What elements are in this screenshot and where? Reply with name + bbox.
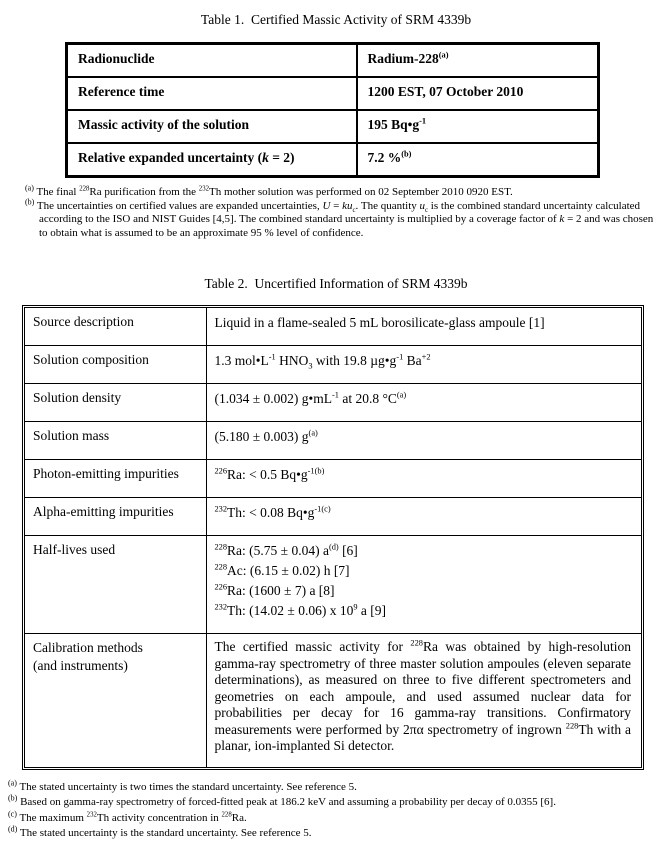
- footnote-marker: (a): [25, 183, 34, 193]
- table2-title: Table 2. Uncertified Information of SRM 4339b: [204, 276, 468, 291]
- row-value-line: 1.3 $mol•L^{-1}$ $HNO_3$ with 19.8 $\mu g•g^{-1}$ $Ba^{+2}$: [214, 352, 431, 371]
- row-label-line: Half-lives used: [33, 542, 116, 557]
- footnote: [8, 777, 668, 796]
- row-label-line: Calibration methods: [33, 640, 143, 655]
- row-label-line: Solution composition: [33, 352, 149, 367]
- table1-certified-massic-activity: [65, 42, 600, 178]
- row-label: [25, 498, 206, 536]
- row-value-line: The certified massic activity for $^{228}$Ra was obtained by high-resolution gamma-ray spectrometry of three master solution ampoules (eleven separate determinations), as measured on three to five different spectrometers and geometries on each ampoule, and used assumed nuclear data for probabilities per decay for 16 gamma-ray transitions. Confirmatory measurements were performed by 2πα spectrometry of ingrown $^{228}$Th with a planar, ion-implanted Si detector.: [214, 638, 631, 753]
- row-value: 1200 EST, 07 October 2010: [357, 77, 599, 110]
- row-value: [206, 308, 641, 346]
- table2-row: [25, 422, 641, 460]
- footnote-text: The stated uncertainty is two times the standard uncertainty. See reference 5.: [16, 780, 357, 793]
- row-value-line: $^{232}$Th: < 0.08 $Bq•g^{-1(c)}$: [214, 504, 331, 520]
- footnote: [8, 826, 668, 842]
- table2-row: [25, 346, 641, 384]
- row-value: Radium-228$^{(a)}$: [357, 44, 599, 78]
- table1-footnotes: [25, 183, 662, 240]
- row-value-line: $^{228}$Ac: (6.15 ± 0.02) h [7]: [214, 562, 350, 578]
- footnote-text: Based on gamma-ray spectrometry of forced-fitted peak at 186.2 keV and assuming a probability per decay of 0.0355 [6].: [17, 796, 556, 808]
- footnote-marker: (a): [8, 777, 17, 787]
- row-label: Reference time: [67, 77, 357, 110]
- row-label: [25, 634, 206, 767]
- row-label: Radionuclide: [67, 44, 357, 78]
- row-label-line: Photon-emitting impurities: [33, 466, 179, 481]
- footnote-marker: (d): [8, 824, 18, 834]
- row-label-line: Alpha-emitting impurities: [33, 504, 174, 519]
- row-value-line: Liquid in a flame-sealed 5 mL borosilicate-glass ampoule [1]: [214, 315, 545, 330]
- row-value: 7.2 %$^{(b)}$: [357, 143, 599, 177]
- row-value-line: $^{226}$Ra: (1600 ± 7) a [8]: [214, 582, 335, 598]
- row-label: [25, 422, 206, 460]
- footnote: [8, 795, 668, 811]
- row-value: 195 $Bq•g^{-1}$: [357, 110, 599, 143]
- table2-row: [25, 634, 641, 767]
- table2-row: [25, 536, 641, 634]
- table1-row: [67, 143, 599, 177]
- footnote: [8, 808, 668, 827]
- row-value: [206, 536, 641, 634]
- table2-row: [25, 460, 641, 498]
- footnote-text: The maximum $^{232}$Th activity concentration in $^{228}$Ra.: [16, 810, 247, 824]
- table2-uncertified-information: [22, 305, 644, 770]
- row-value-line: $^{228}$Ra: (5.75 ± 0.04) $a^{(d)}$ [6]: [214, 542, 358, 558]
- table1-row: [67, 44, 599, 78]
- row-value-line: $^{232}$Th: (14.02 ± 0.06) x $10^9$ a [9]: [214, 602, 386, 618]
- table1-title: Table 1. Certified Massic Activity of SRM 4339b: [200, 12, 472, 27]
- row-label-line: Source description: [33, 314, 134, 329]
- footnote-text: The stated uncertainty is the standard uncertainty. See reference 5.: [17, 827, 312, 839]
- row-label-line: (and instruments): [33, 658, 128, 673]
- row-label: [25, 308, 206, 346]
- footnote-marker: (c): [8, 808, 17, 818]
- row-value: [206, 498, 641, 536]
- row-label: [25, 346, 206, 384]
- footnote-text: The final $^{228}$Ra purification from the $^{232}$Th mother solution was performed on 02 September 2010 0920 EST.: [33, 185, 513, 198]
- footnote-text: The uncertainties on certified values are expanded uncertainties, $U = ku_c$. The quantity $u_c$ is the combined standard uncertainty calculated according to the ISO and NIST Guides [4,5]. The combined standard uncertainty is multiplied by a coverage factor of k = 2 and was chosen to obtain what is assumed to be an approximate 95 % level of confidence.: [34, 199, 654, 239]
- footnote: [25, 196, 662, 241]
- table2-row: [25, 498, 641, 536]
- row-label-line: Solution mass: [33, 428, 110, 443]
- row-label: [25, 384, 206, 422]
- footnote-marker: (b): [25, 196, 35, 206]
- row-value: [206, 460, 641, 498]
- row-label: [25, 536, 206, 634]
- table2-row: [25, 384, 641, 422]
- row-label: Massic activity of the solution: [67, 110, 357, 143]
- footnote: [25, 183, 662, 200]
- row-value: [206, 346, 641, 384]
- row-value: [206, 422, 641, 460]
- row-value: [206, 384, 641, 422]
- row-label: [25, 460, 206, 498]
- table2-footnotes: [8, 777, 668, 842]
- row-value-line: $^{226}$Ra: < 0.5 $Bq•g^{-1(b)}$: [214, 466, 325, 482]
- table1-row: [67, 77, 599, 110]
- table2-row: [25, 308, 641, 346]
- table1-row: [67, 110, 599, 143]
- row-label-line: Solution density: [33, 390, 122, 405]
- row-label: Relative expanded uncertainty (k = 2): [67, 143, 357, 177]
- row-value-line: (5.180 ± 0.003) $g^{(a)}$: [214, 428, 318, 444]
- footnote-marker: (b): [8, 793, 18, 803]
- row-value-line: (1.034 ± 0.002) $g•mL^{-1}$ at 20.8 $^\circ C^{(a)}$: [214, 390, 407, 406]
- row-value: [206, 634, 641, 767]
